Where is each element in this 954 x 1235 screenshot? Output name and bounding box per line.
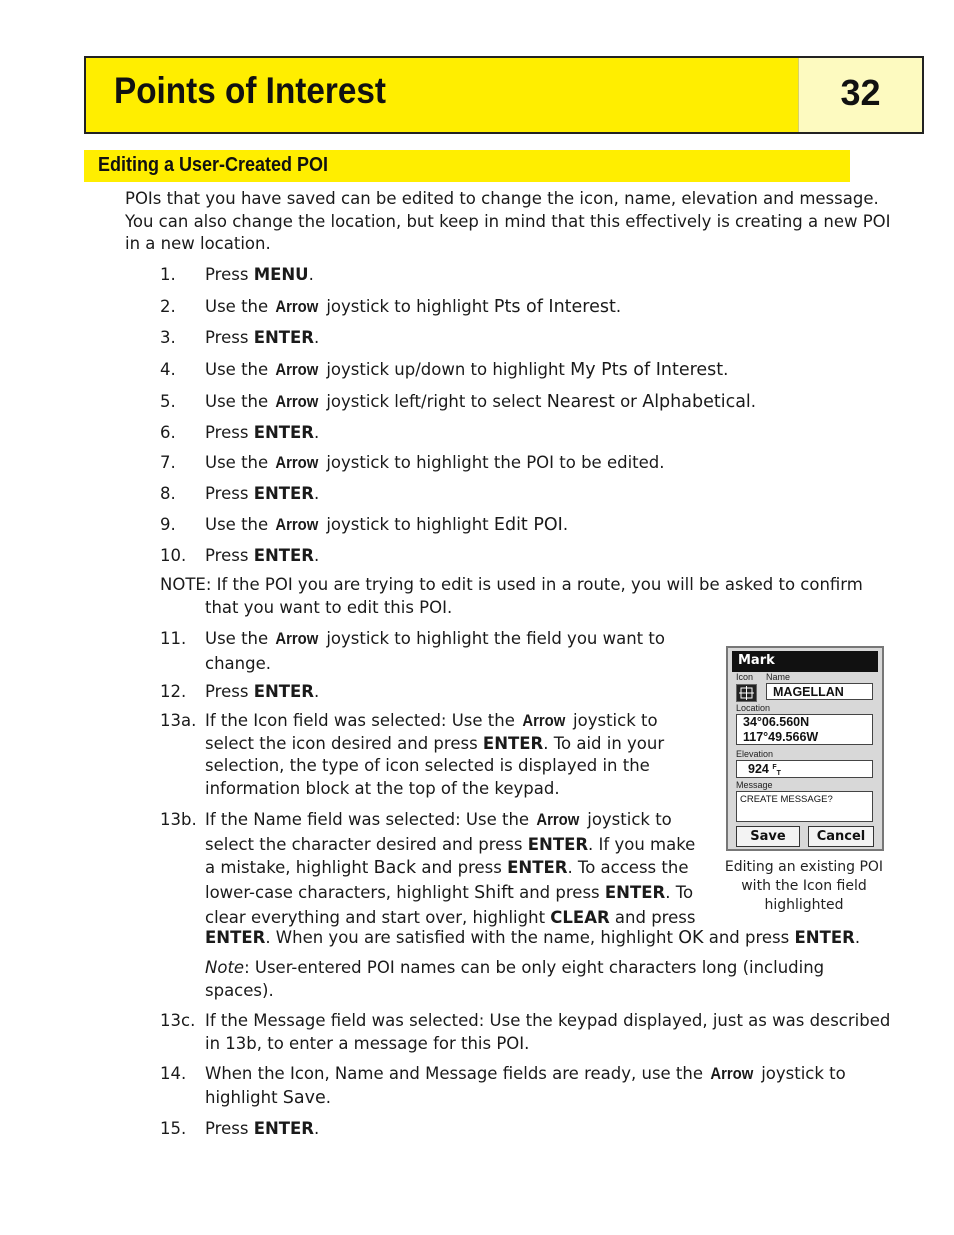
name-label: Name bbox=[766, 672, 791, 682]
intro-paragraph: POIs that you have saved can be edited to change the icon, name, elevation and message. You can also change the location, but keep in mind that this effectively is creating a new POI in a new location. bbox=[125, 189, 891, 253]
icon-label: Icon bbox=[736, 672, 754, 682]
figure-caption: Editing an existing POI with the Icon field highlighted bbox=[724, 859, 884, 913]
chapter-header bbox=[84, 56, 924, 134]
mark-title: Mark bbox=[738, 653, 775, 668]
name-length-note: Note: User-entered POI names can be only eight characters long (including spaces). bbox=[205, 958, 825, 1000]
elevation-unit-f: F bbox=[772, 764, 777, 771]
save-button[interactable]: Save bbox=[736, 826, 800, 847]
message-label: Message bbox=[736, 780, 773, 790]
location-label: Location bbox=[736, 703, 771, 713]
latitude-value: 34°06.560N bbox=[743, 715, 810, 729]
step-13b-continued: ENTER. When you are satisfied with the name, highlight OK and press ENTER. bbox=[205, 928, 861, 948]
gps-mark-screen bbox=[726, 646, 884, 851]
message-field[interactable]: CREATE MESSAGE? bbox=[736, 791, 873, 822]
cancel-button[interactable]: Cancel bbox=[808, 826, 874, 847]
waypoint-grid-icon[interactable] bbox=[736, 684, 757, 702]
location-field[interactable] bbox=[736, 714, 873, 745]
elevation-field[interactable] bbox=[736, 760, 873, 778]
section-heading-bar bbox=[84, 150, 850, 182]
name-field[interactable]: MAGELLAN bbox=[766, 683, 873, 700]
page-number-box bbox=[798, 58, 922, 132]
route-note: NOTE: If the POI you are trying to edit is used in a route, you will be asked to confirm that you want to edit this POI. bbox=[160, 575, 863, 617]
elevation-label: Elevation bbox=[736, 749, 774, 759]
longitude-value: 117°49.566W bbox=[743, 729, 819, 744]
elevation-value: 924 bbox=[748, 762, 769, 776]
mark-title-bar bbox=[732, 651, 878, 672]
elevation-unit-t: T bbox=[776, 770, 781, 777]
page-number: 32 bbox=[840, 72, 881, 113]
chapter-title: Points of Interest bbox=[114, 70, 386, 111]
section-title: Editing a User-Created POI bbox=[98, 154, 329, 176]
